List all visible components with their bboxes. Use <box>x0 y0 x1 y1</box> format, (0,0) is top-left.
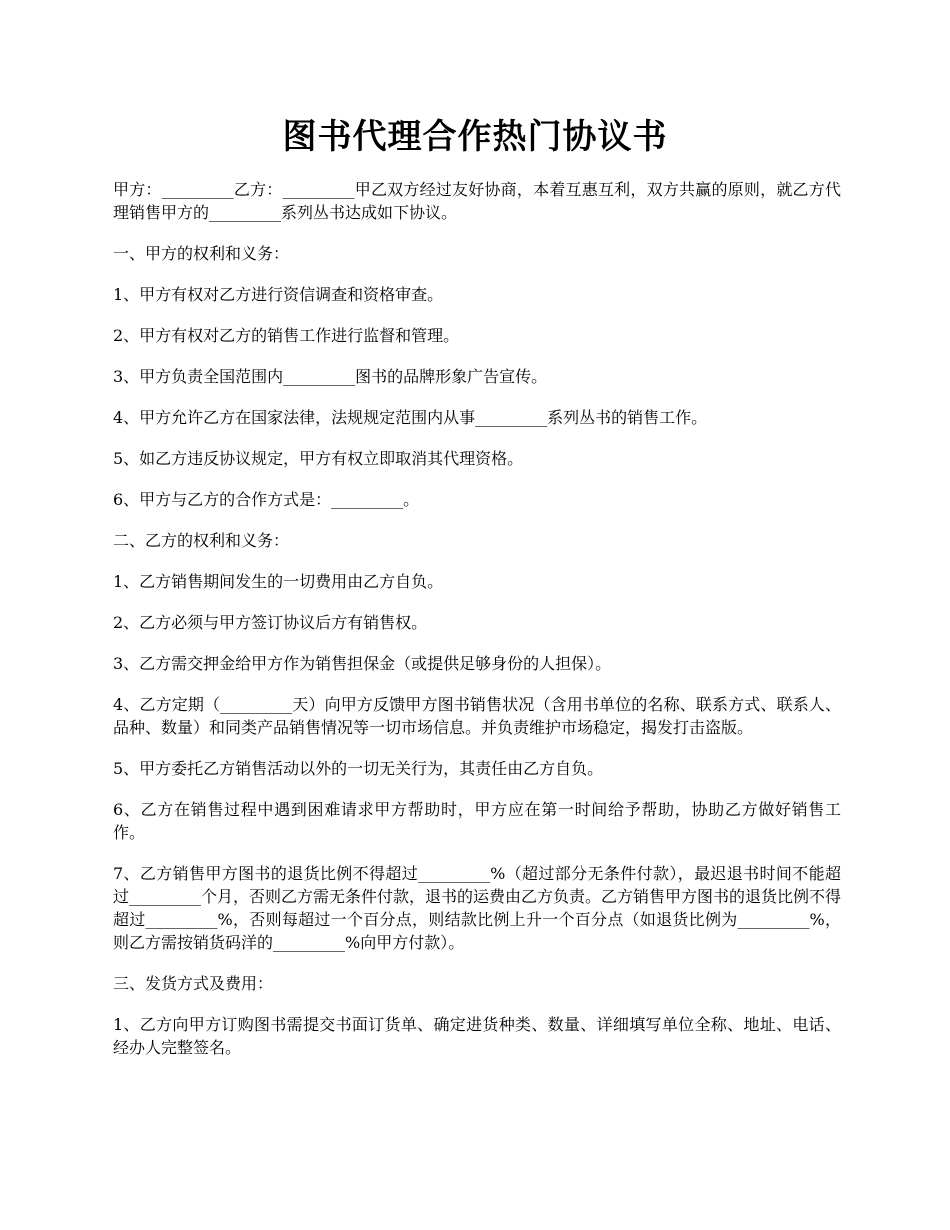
paragraph: 6、甲方与乙方的合作方式是：_________。 <box>113 490 420 509</box>
paragraph: 2、乙方必须与甲方签订协议后方有销售权。 <box>113 613 428 632</box>
paragraph: 7、乙方销售甲方图书的退货比例不得超过_________%（超过部分无条件付款），最迟退书时间不能超过_________个月，否则乙方需无条件付款，退书的运费由乙方负责。乙方销售甲方图书的退货比例不得超过_________%，否则每超过一个百分点，则结款比例上升一个百分点（如退货比例为_________%，则乙方需按销货码洋的_________%向甲方付款）。 <box>113 864 842 952</box>
paragraph: 5、甲方委托乙方销售活动以外的一切无关行为，其责任由乙方自负。 <box>113 759 604 778</box>
section-heading-shipping: 三、发货方式及费用： <box>113 974 274 993</box>
paragraph: 1、甲方有权对乙方进行资信调查和资格审查。 <box>113 285 444 304</box>
paragraph: 3、乙方需交押金给甲方作为销售担保金（或提供足够身份的人担保）。 <box>113 654 612 673</box>
paragraph: 2、甲方有权对乙方的销售工作进行监督和管理。 <box>113 326 460 345</box>
paragraph: 6、乙方在销售过程中遇到困难请求甲方帮助时，甲方应在第一时间给予帮助，协助乙方做好销售工作。 <box>113 800 841 842</box>
paragraph-intro: 甲方：_________乙方：_________甲乙双方经过友好协商，本着互惠互利，双方共赢的原则，就乙方代理销售甲方的_________系列丛书达成如下协议。 <box>113 180 841 222</box>
paragraph: 1、乙方向甲方订购图书需提交书面订货单、确定进货种类、数量、详细填写单位全称、地址、电话、经办人完整签名。 <box>113 1015 841 1057</box>
paragraph: 4、甲方允许乙方在国家法律，法规规定范围内从事_________系列丛书的销售工作。 <box>113 408 708 427</box>
paragraph: 3、甲方负责全国范围内_________图书的品牌形象广告宣传。 <box>113 367 548 386</box>
paragraph: 5、如乙方违反协议规定，甲方有权立即取消其代理资格。 <box>113 449 524 468</box>
document-body <box>113 178 841 1077</box>
section-heading-party-b: 二、乙方的权利和义务： <box>113 531 290 550</box>
section-heading-party-a: 一、甲方的权利和义务： <box>113 244 290 263</box>
document-title: 图书代理合作热门协议书 <box>282 117 668 157</box>
paragraph: 1、乙方销售期间发生的一切费用由乙方自负。 <box>113 572 444 591</box>
paragraph: 4、乙方定期（_________天）向甲方反馈甲方图书销售状况（含用书单位的名称、联系方式、联系人、品种、数量）和同类产品销售情况等一切市场信息。并负责维护市场稳定，揭发打击盗版。 <box>113 695 841 737</box>
